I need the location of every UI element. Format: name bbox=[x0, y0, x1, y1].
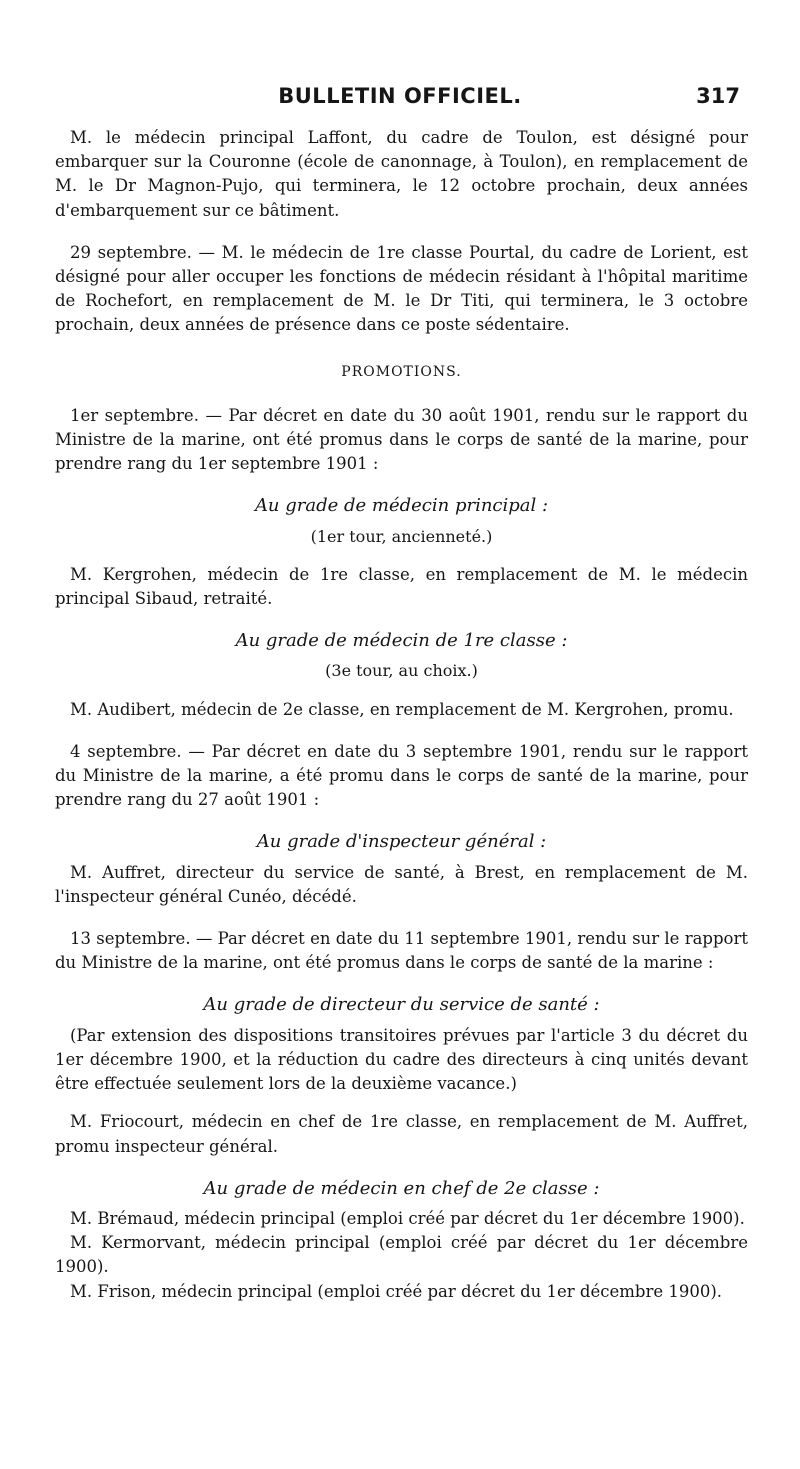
page-body bbox=[55, 126, 748, 1304]
list-item: M. Brémaud, médecin principal (emploi créé par décret du 1er décembre 1900). bbox=[70, 1208, 745, 1228]
grade-subheading-tour: (1er tour, ancienneté.) bbox=[310, 526, 493, 546]
running-header bbox=[60, 84, 740, 114]
grade-heading-medecin-en-chef-2e-classe: Au grade de médecin en chef de 2e classe : bbox=[203, 1177, 600, 1199]
promotion-entry-audibert: M. Audibert, médecin de 2e classe, en remplacement de M. Kergrohen, promu. bbox=[70, 699, 734, 719]
promotion-entry-kergrohen: M. Kergrohen, médecin de 1re classe, en remplacement de M. le médecin principal Sibaud, retraité. bbox=[55, 564, 748, 609]
paragraph-laffont: M. le médecin principal Laffont, du cadre de Toulon, est désigné pour embarquer sur la Couronne (école de canonnage, à Toulon), en remplacement de M. le Dr Magnon-Pujo, qui terminera, le 12 octobre prochain, deux années d'embarquement sur ce bâtiment. bbox=[55, 128, 748, 220]
decree-1-intro: 1er septembre. — Par décret en date du 30 août 1901, rendu sur le rapport du Ministre de la marine, ont été promus dans le corps de santé de la marine, pour prendre rang du 1er septembre 1901 : bbox=[55, 405, 748, 474]
promotion-list bbox=[55, 1207, 748, 1304]
grade-heading-medecin-principal: Au grade de médecin principal : bbox=[254, 495, 549, 517]
journal-title: BULLETIN OFFICIEL. bbox=[278, 84, 522, 108]
decree-3-intro: 13 septembre. — Par décret en date du 11 septembre 1901, rendu sur le rapport du Ministre de la marine, ont été promus dans le corps de santé de la marine : bbox=[55, 929, 748, 973]
grade-heading-directeur-service-sante: Au grade de directeur du service de santé : bbox=[203, 994, 600, 1016]
grade-heading-inspecteur-general: Au grade d'inspecteur général : bbox=[256, 831, 547, 853]
list-item: M. Kermorvant, médecin principal (emploi créé par décret du 1er décembre 1900). bbox=[55, 1233, 748, 1277]
list-item: M. Frison, médecin principal (emploi créé par décret du 1er décembre 1900). bbox=[70, 1281, 723, 1301]
paragraph-pourtal: 29 septembre. — M. le médecin de 1re classe Pourtal, du cadre de Lorient, est désigné pour aller occuper les fonctions de médecin résidant à l'hôpital maritime de Rochefort, en remplacement de M. le Dr Titi, qui terminera, le 3 octobre prochain, deux années de présence dans ce poste sédentaire. bbox=[55, 242, 748, 335]
decree-2-intro: 4 septembre. — Par décret en date du 3 septembre 1901, rendu sur le rapport du Ministre de la marine, a été promu dans le corps de santé de la marine, pour prendre rang du 27 août 1901 : bbox=[55, 741, 748, 810]
grade-subheading-choix: (3e tour, au choix.) bbox=[325, 661, 478, 681]
transitional-note: (Par extension des dispositions transitoires prévues par l'article 3 du décret du 1er décembre 1900, et la réduction du cadre des directeurs à cinq unités devant être effectuée seulement lors de la deuxième vacance.) bbox=[55, 1025, 748, 1094]
section-heading-promotions: PROMOTIONS. bbox=[341, 363, 462, 380]
promotion-entry-auffret: M. Auffret, directeur du service de santé, à Brest, en remplacement de M. l'inspecteur général Cunéo, décédé. bbox=[55, 862, 748, 906]
promotion-entry-friocourt: M. Friocourt, médecin en chef de 1re classe, en remplacement de M. Auffret, promu inspecteur général. bbox=[55, 1112, 748, 1156]
page-number: 317 bbox=[696, 84, 740, 108]
grade-heading-medecin-1re-classe: Au grade de médecin de 1re classe : bbox=[235, 630, 568, 652]
